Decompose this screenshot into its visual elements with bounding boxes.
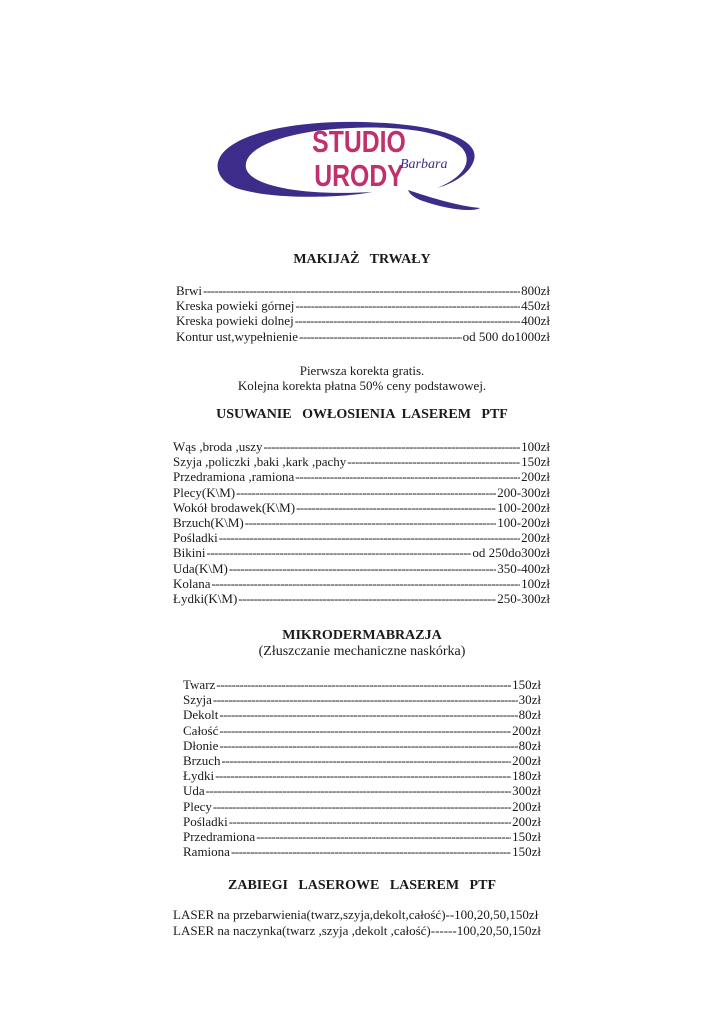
item-price: 200-300zł: [497, 484, 550, 500]
item-price: 100-200zł: [497, 515, 550, 531]
item-price: 150zł: [512, 677, 541, 692]
item-price: 200zł: [521, 530, 550, 546]
price-row: [176, 313, 550, 328]
item-name: Całość: [183, 722, 219, 738]
item-price: 100-200zł: [497, 499, 550, 515]
price-row: [183, 723, 541, 738]
item-name: Pośladki: [173, 530, 218, 546]
item-price: 80zł: [518, 737, 541, 753]
price-row: [173, 485, 550, 500]
item-price: od 500 do1000zł: [462, 328, 550, 344]
item-price: 200zł: [512, 798, 541, 814]
item-name: Łydki(K\M): [173, 591, 238, 607]
makijaz-note-second: Kolejna korekta płatna 50% ceny podstawowej.: [237, 378, 487, 393]
price-row: [176, 283, 550, 298]
item-name: Szyja ,policzki ,baki ,kark ,pachy: [173, 454, 347, 470]
price-row: [183, 814, 541, 829]
price-row: [173, 561, 550, 576]
price-row: [173, 454, 550, 469]
item-price: 150zł: [521, 454, 550, 470]
item-price: 30zł: [518, 692, 541, 708]
usuwanie-price-list: [173, 439, 550, 606]
item-name: Bikini: [173, 545, 206, 561]
price-row: [173, 576, 550, 591]
item-price: 180zł: [512, 768, 541, 784]
price-row: [183, 844, 541, 859]
zabiegi-heading: ZABIEGI LASEROWE LASEREM PTF: [228, 878, 496, 893]
price-row: [183, 783, 541, 798]
item-price: 200zł: [512, 722, 541, 738]
item-name: Uda: [183, 783, 205, 799]
mikro-subheading: (Złuszczanie mechaniczne naskórka): [258, 644, 466, 659]
item-name: Kolana: [173, 575, 211, 591]
price-row: [173, 500, 550, 515]
item-price: 150zł: [512, 829, 541, 845]
price-row: [176, 329, 550, 344]
price-row: [173, 439, 550, 454]
item-name: Kontur ust,wypełnienie: [176, 328, 299, 344]
item-name: Przedramiona: [183, 829, 256, 845]
item-name: Wąs ,broda ,uszy: [173, 439, 263, 454]
price-row: [183, 677, 541, 692]
usuwanie-heading: USUWANIE OWŁOSIENIA LASEREM PTF: [216, 407, 508, 422]
logo-title: STUDIO URODY: [312, 124, 406, 193]
item-price: 100zł: [521, 439, 550, 454]
item-name: Wokół brodawek(K\M): [173, 499, 296, 515]
item-name: Twarz: [183, 677, 216, 692]
item-name: Dłonie: [183, 737, 219, 753]
item-price: 400zł: [521, 313, 550, 329]
item-price: 300zł: [512, 783, 541, 799]
item-name: Kreska powieki górnej: [176, 298, 295, 314]
item-price: 200zł: [521, 469, 550, 485]
price-row: [183, 738, 541, 753]
laser-naczynka-line: LASER na naczynka(twarz ,szyja ,dekolt ,całość)------100,20,50,150zł: [173, 923, 541, 938]
item-name: Dekolt: [183, 707, 219, 723]
makijaz-price-list: [176, 283, 550, 344]
price-row: [183, 707, 541, 722]
price-row: [183, 692, 541, 707]
mikro-heading: MIKRODERMABRAZJA: [282, 628, 442, 643]
item-name: Kreska powieki dolnej: [176, 313, 294, 329]
item-name: Uda(K\M): [173, 560, 228, 576]
item-price: 150zł: [512, 844, 541, 860]
item-price: od 250do300zł: [472, 545, 550, 561]
item-name: Szyja: [183, 692, 212, 708]
price-row: [183, 799, 541, 814]
laser-przebarwienia-line: LASER na przebarwienia(twarz,szyja,dekolt,całość)--100,20,50,150zł: [173, 907, 539, 922]
mikro-price-list: [183, 677, 541, 859]
item-price: 800zł: [521, 283, 550, 298]
item-name: Brwi: [176, 283, 202, 298]
item-name: Brzuch(K\M): [173, 515, 244, 531]
makijaz-note-first: Pierwsza korekta gratis.: [299, 363, 425, 378]
item-price: 450zł: [521, 298, 550, 314]
price-row: [183, 768, 541, 783]
item-name: Przedramiona ,ramiona: [173, 469, 295, 485]
price-row: [176, 298, 550, 313]
item-price: 80zł: [518, 707, 541, 723]
studio-logo: [212, 112, 482, 214]
logo-subtitle: Barbara: [400, 157, 448, 172]
price-row: [173, 591, 550, 606]
price-row: [173, 530, 550, 545]
item-price: 200zł: [512, 813, 541, 829]
item-name: Łydki: [183, 768, 215, 784]
makijaz-heading: MAKIJAŻ TRWAŁY: [293, 252, 431, 267]
item-name: Brzuch: [183, 753, 221, 769]
item-name: Ramiona: [183, 844, 230, 860]
price-row: [183, 829, 541, 844]
item-name: Plecy: [183, 798, 212, 814]
price-row: [173, 469, 550, 484]
price-row: [173, 545, 550, 560]
item-price: 250-300zł: [497, 591, 550, 607]
item-price: 350-400zł: [497, 560, 550, 576]
item-price: 200zł: [512, 753, 541, 769]
item-name: Pośladki: [183, 813, 228, 829]
price-row: [173, 515, 550, 530]
item-name: Plecy(K\M): [173, 484, 236, 500]
item-price: 100zł: [521, 575, 550, 591]
price-row: [183, 753, 541, 768]
